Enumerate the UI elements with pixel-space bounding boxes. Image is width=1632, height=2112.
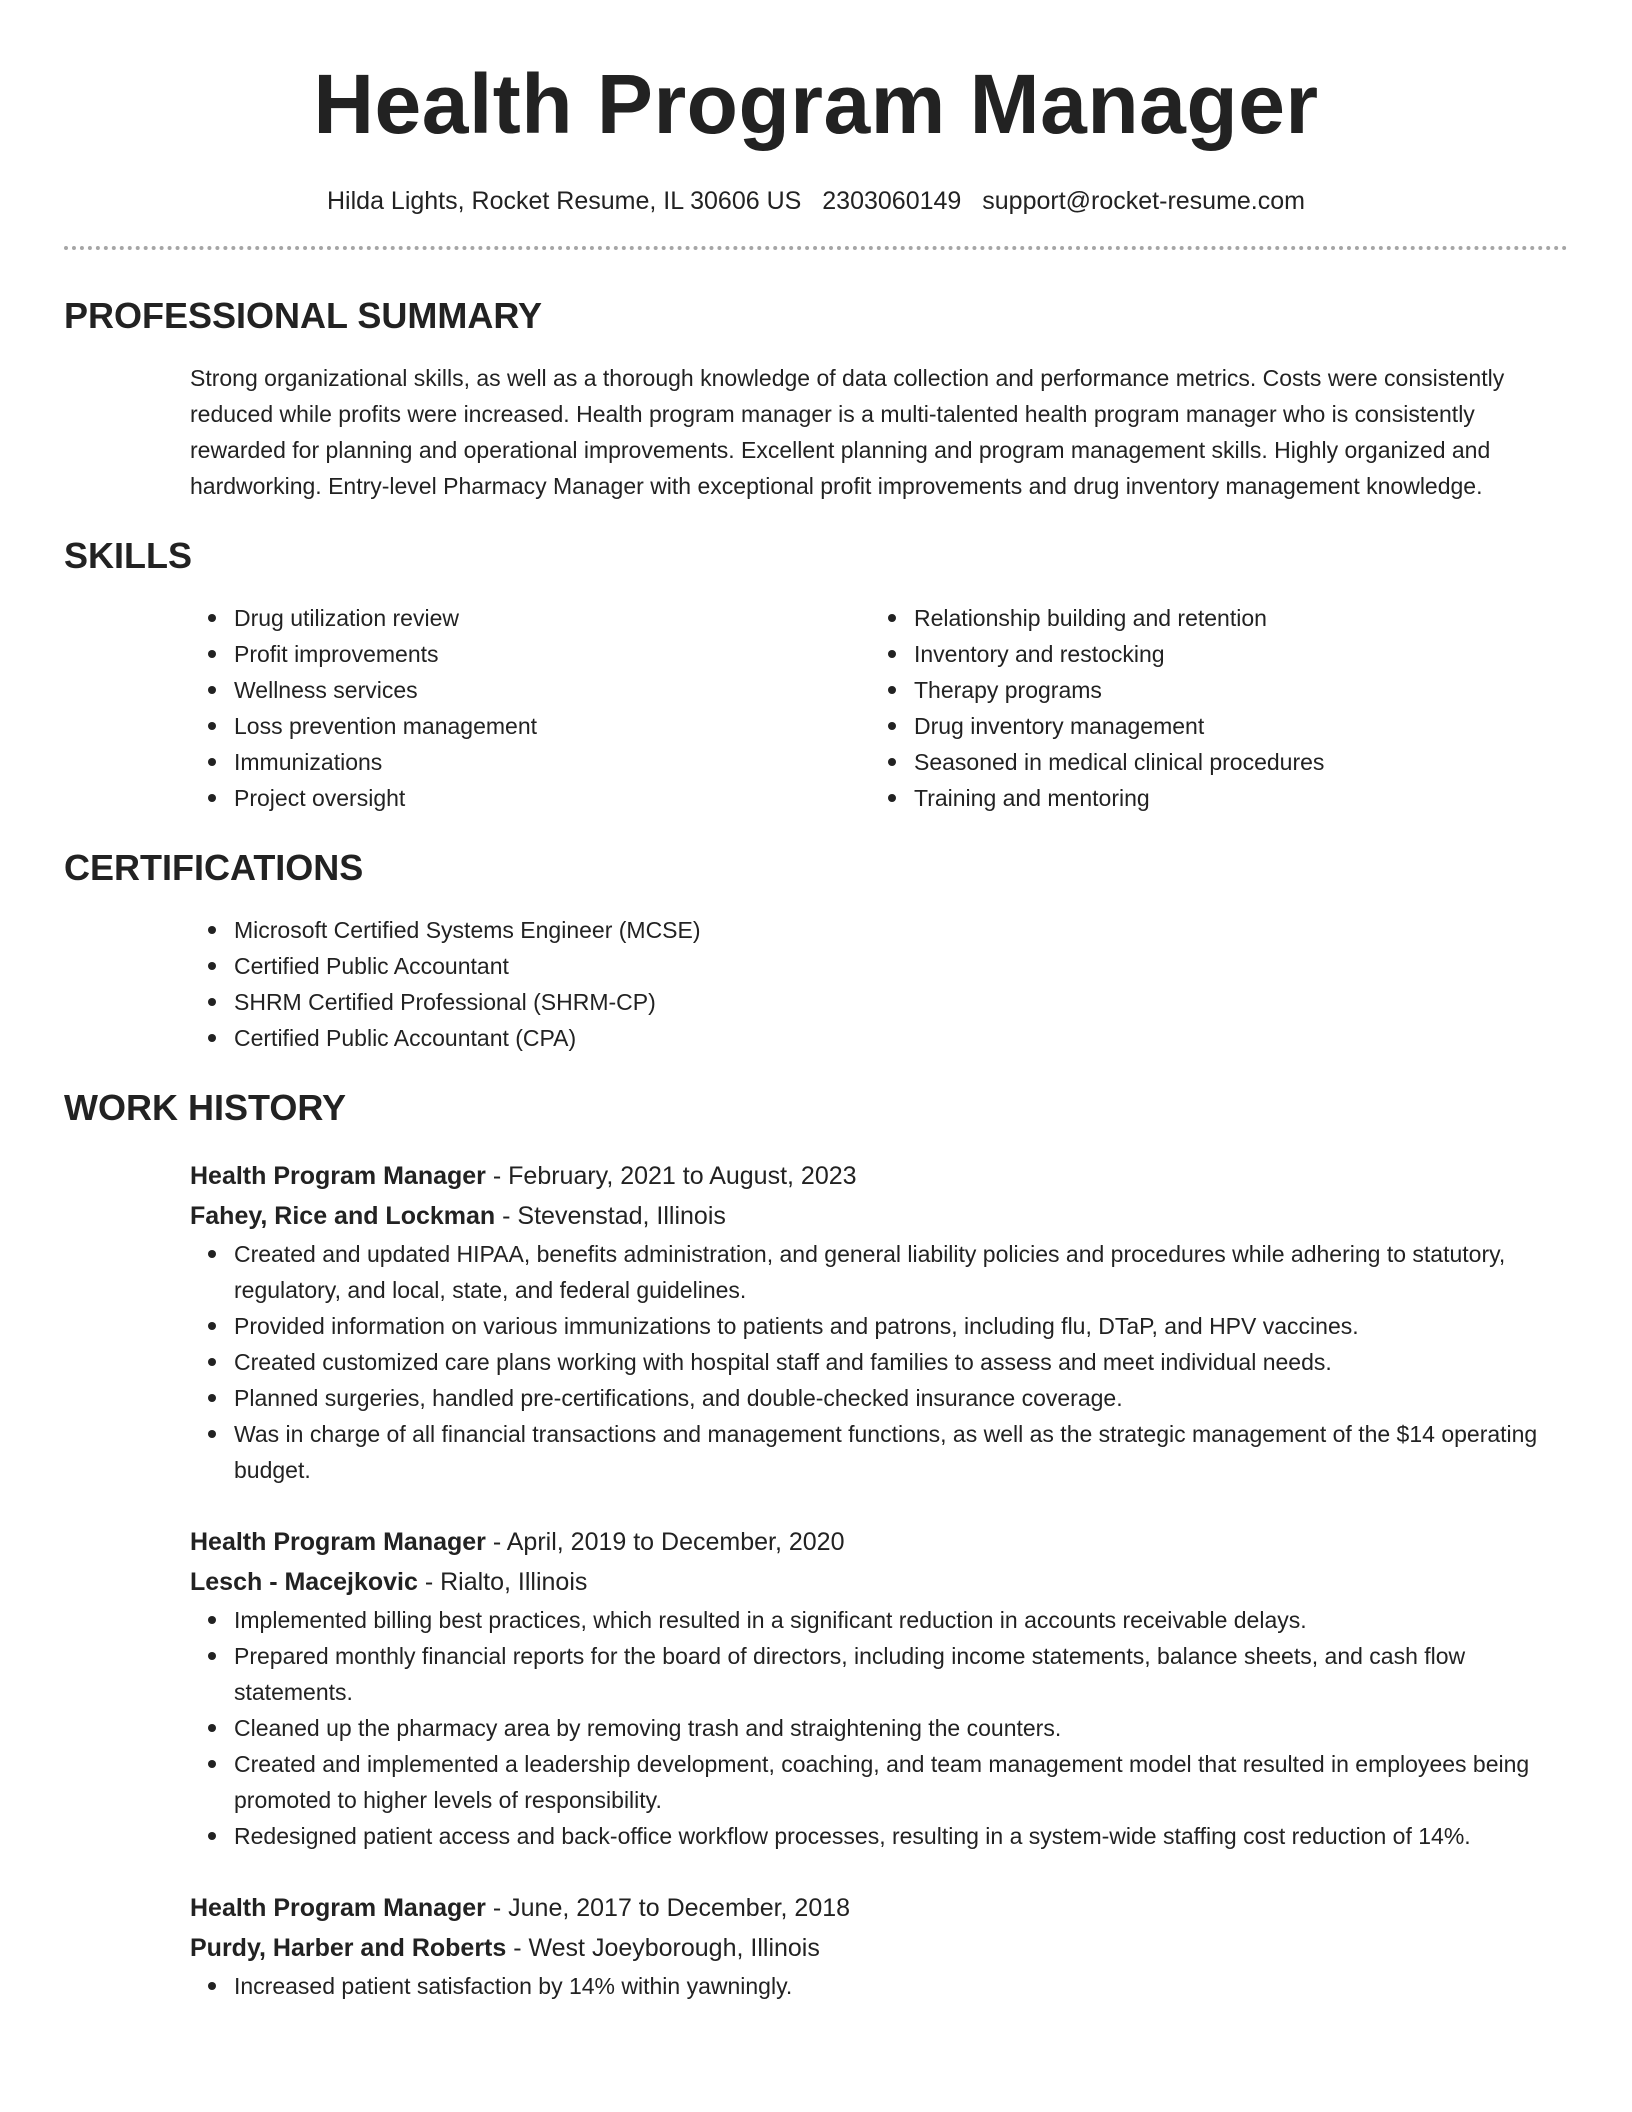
job-dates: - June, 2017 to December, 2018 [485,1894,851,1922]
job-dates: - February, 2021 to August, 2023 [485,1162,857,1190]
job-role-line [190,1888,1568,1928]
skills-column-right [870,600,1550,816]
certifications-list [190,912,1568,1056]
skill-item: Drug inventory management [914,708,1550,744]
job-duty: Planned surgeries, handled pre-certifications, and double-checked insurance coverage. [234,1380,1568,1416]
skill-item: Seasoned in medical clinical procedures [914,744,1550,780]
work-history-title: WORK HISTORY [64,1087,347,1128]
job-duty: Redesigned patient access and back-office workflow processes, resulting in a system-wide staffing cost reduction of 14%. [234,1818,1568,1854]
skill-item: Relationship building and retention [914,600,1550,636]
certification-item: Certified Public Accountant (CPA) [234,1020,1568,1056]
certifications-section [64,846,1568,1056]
summary-section [64,294,1568,504]
contact-phone: 2303060149 [822,187,962,215]
skill-item: Inventory and restocking [914,636,1550,672]
work-history-content [64,1156,1568,2004]
job-duty: Cleaned up the pharmacy area by removing trash and straightening the counters. [234,1710,1568,1746]
job-company-line [190,1928,1568,1968]
job-entry [190,1888,1568,2004]
skill-item: Therapy programs [914,672,1550,708]
job-dates: - April, 2019 to December, 2020 [485,1528,845,1556]
skills-column-left [190,600,870,816]
job-duty: Implemented billing best practices, which resulted in a significant reduction in accounts receivable delays. [234,1602,1568,1638]
job-role: Health Program Manager [190,1528,486,1556]
resume-header [64,0,1568,250]
skills-list-left [190,600,870,816]
skill-item: Loss prevention management [234,708,870,744]
job-duty: Created customized care plans working with hospital staff and families to assess and meet individual needs. [234,1344,1568,1380]
job-location: - West Joeyborough, Illinois [506,1934,820,1962]
contact-line [64,184,1568,218]
skill-item: Immunizations [234,744,870,780]
candidate-name: Health Program Manager [313,57,1319,151]
job-location: - Stevenstad, Illinois [495,1202,726,1230]
job-location: - Rialto, Illinois [417,1568,588,1596]
job-duty: Prepared monthly financial reports for the board of directors, including income statements, balance sheets, and cash flow statements. [234,1638,1568,1710]
job-company: Lesch - Macejkovic [190,1568,418,1596]
job-duty: Was in charge of all financial transactions and management functions, as well as the strategic management of the $14 operating budget. [234,1416,1568,1488]
certification-item: Microsoft Certified Systems Engineer (MCSE) [234,912,1568,948]
certifications-content [64,912,1568,1056]
job-role-line [190,1156,1568,1196]
job-company-line [190,1562,1568,1602]
skill-item: Profit improvements [234,636,870,672]
job-role-line [190,1522,1568,1562]
job-duties-list [190,1602,1568,1854]
job-entry [190,1522,1568,1854]
header-divider [64,246,1568,250]
skill-item: Wellness services [234,672,870,708]
job-role: Health Program Manager [190,1894,486,1922]
contact-address: Hilda Lights, Rocket Resume, IL 30606 US [327,187,802,215]
skills-title: SKILLS [64,535,193,576]
skill-item: Drug utilization review [234,600,870,636]
job-duties-list [190,1236,1568,1488]
contact-email: support@rocket-resume.com [982,187,1305,215]
certifications-title: CERTIFICATIONS [64,847,364,888]
skills-grid [64,600,1568,816]
job-duties-list [190,1968,1568,2004]
certification-item: Certified Public Accountant [234,948,1568,984]
work-history-section [64,1086,1568,2004]
job-entry [190,1156,1568,1488]
job-duty: Provided information on various immunizations to patients and patrons, including flu, DTaP, and HPV vaccines. [234,1308,1568,1344]
job-company: Purdy, Harber and Roberts [190,1934,507,1962]
job-company-line [190,1196,1568,1236]
certification-item: SHRM Certified Professional (SHRM-CP) [234,984,1568,1020]
skills-section [64,534,1568,816]
job-duty: Created and updated HIPAA, benefits administration, and general liability policies and procedures while adhering to statutory, regulatory, and local, state, and federal guidelines. [234,1236,1568,1308]
job-duty: Increased patient satisfaction by 14% within yawningly. [234,1968,1568,2004]
job-role: Health Program Manager [190,1162,486,1190]
job-duty: Created and implemented a leadership development, coaching, and team management model that resulted in employees being promoted to higher levels of responsibility. [234,1746,1568,1818]
job-company: Fahey, Rice and Lockman [190,1202,496,1230]
skills-list-right [870,600,1550,816]
skill-item: Project oversight [234,780,870,816]
summary-title: PROFESSIONAL SUMMARY [64,295,543,336]
skill-item: Training and mentoring [914,780,1550,816]
summary-text: Strong organizational skills, as well as a thorough knowledge of data collection and performance metrics. Costs were consistently reduced while profits were increased. Health program manager is a multi-talented health program manager who is consistently rewarded for planning and operational improvements. Excellent planning and program management skills. Highly organized and hardworking. Entry-level Pharmacy Manager with exceptional profit improvements and drug inventory management knowledge. [190,365,1505,499]
